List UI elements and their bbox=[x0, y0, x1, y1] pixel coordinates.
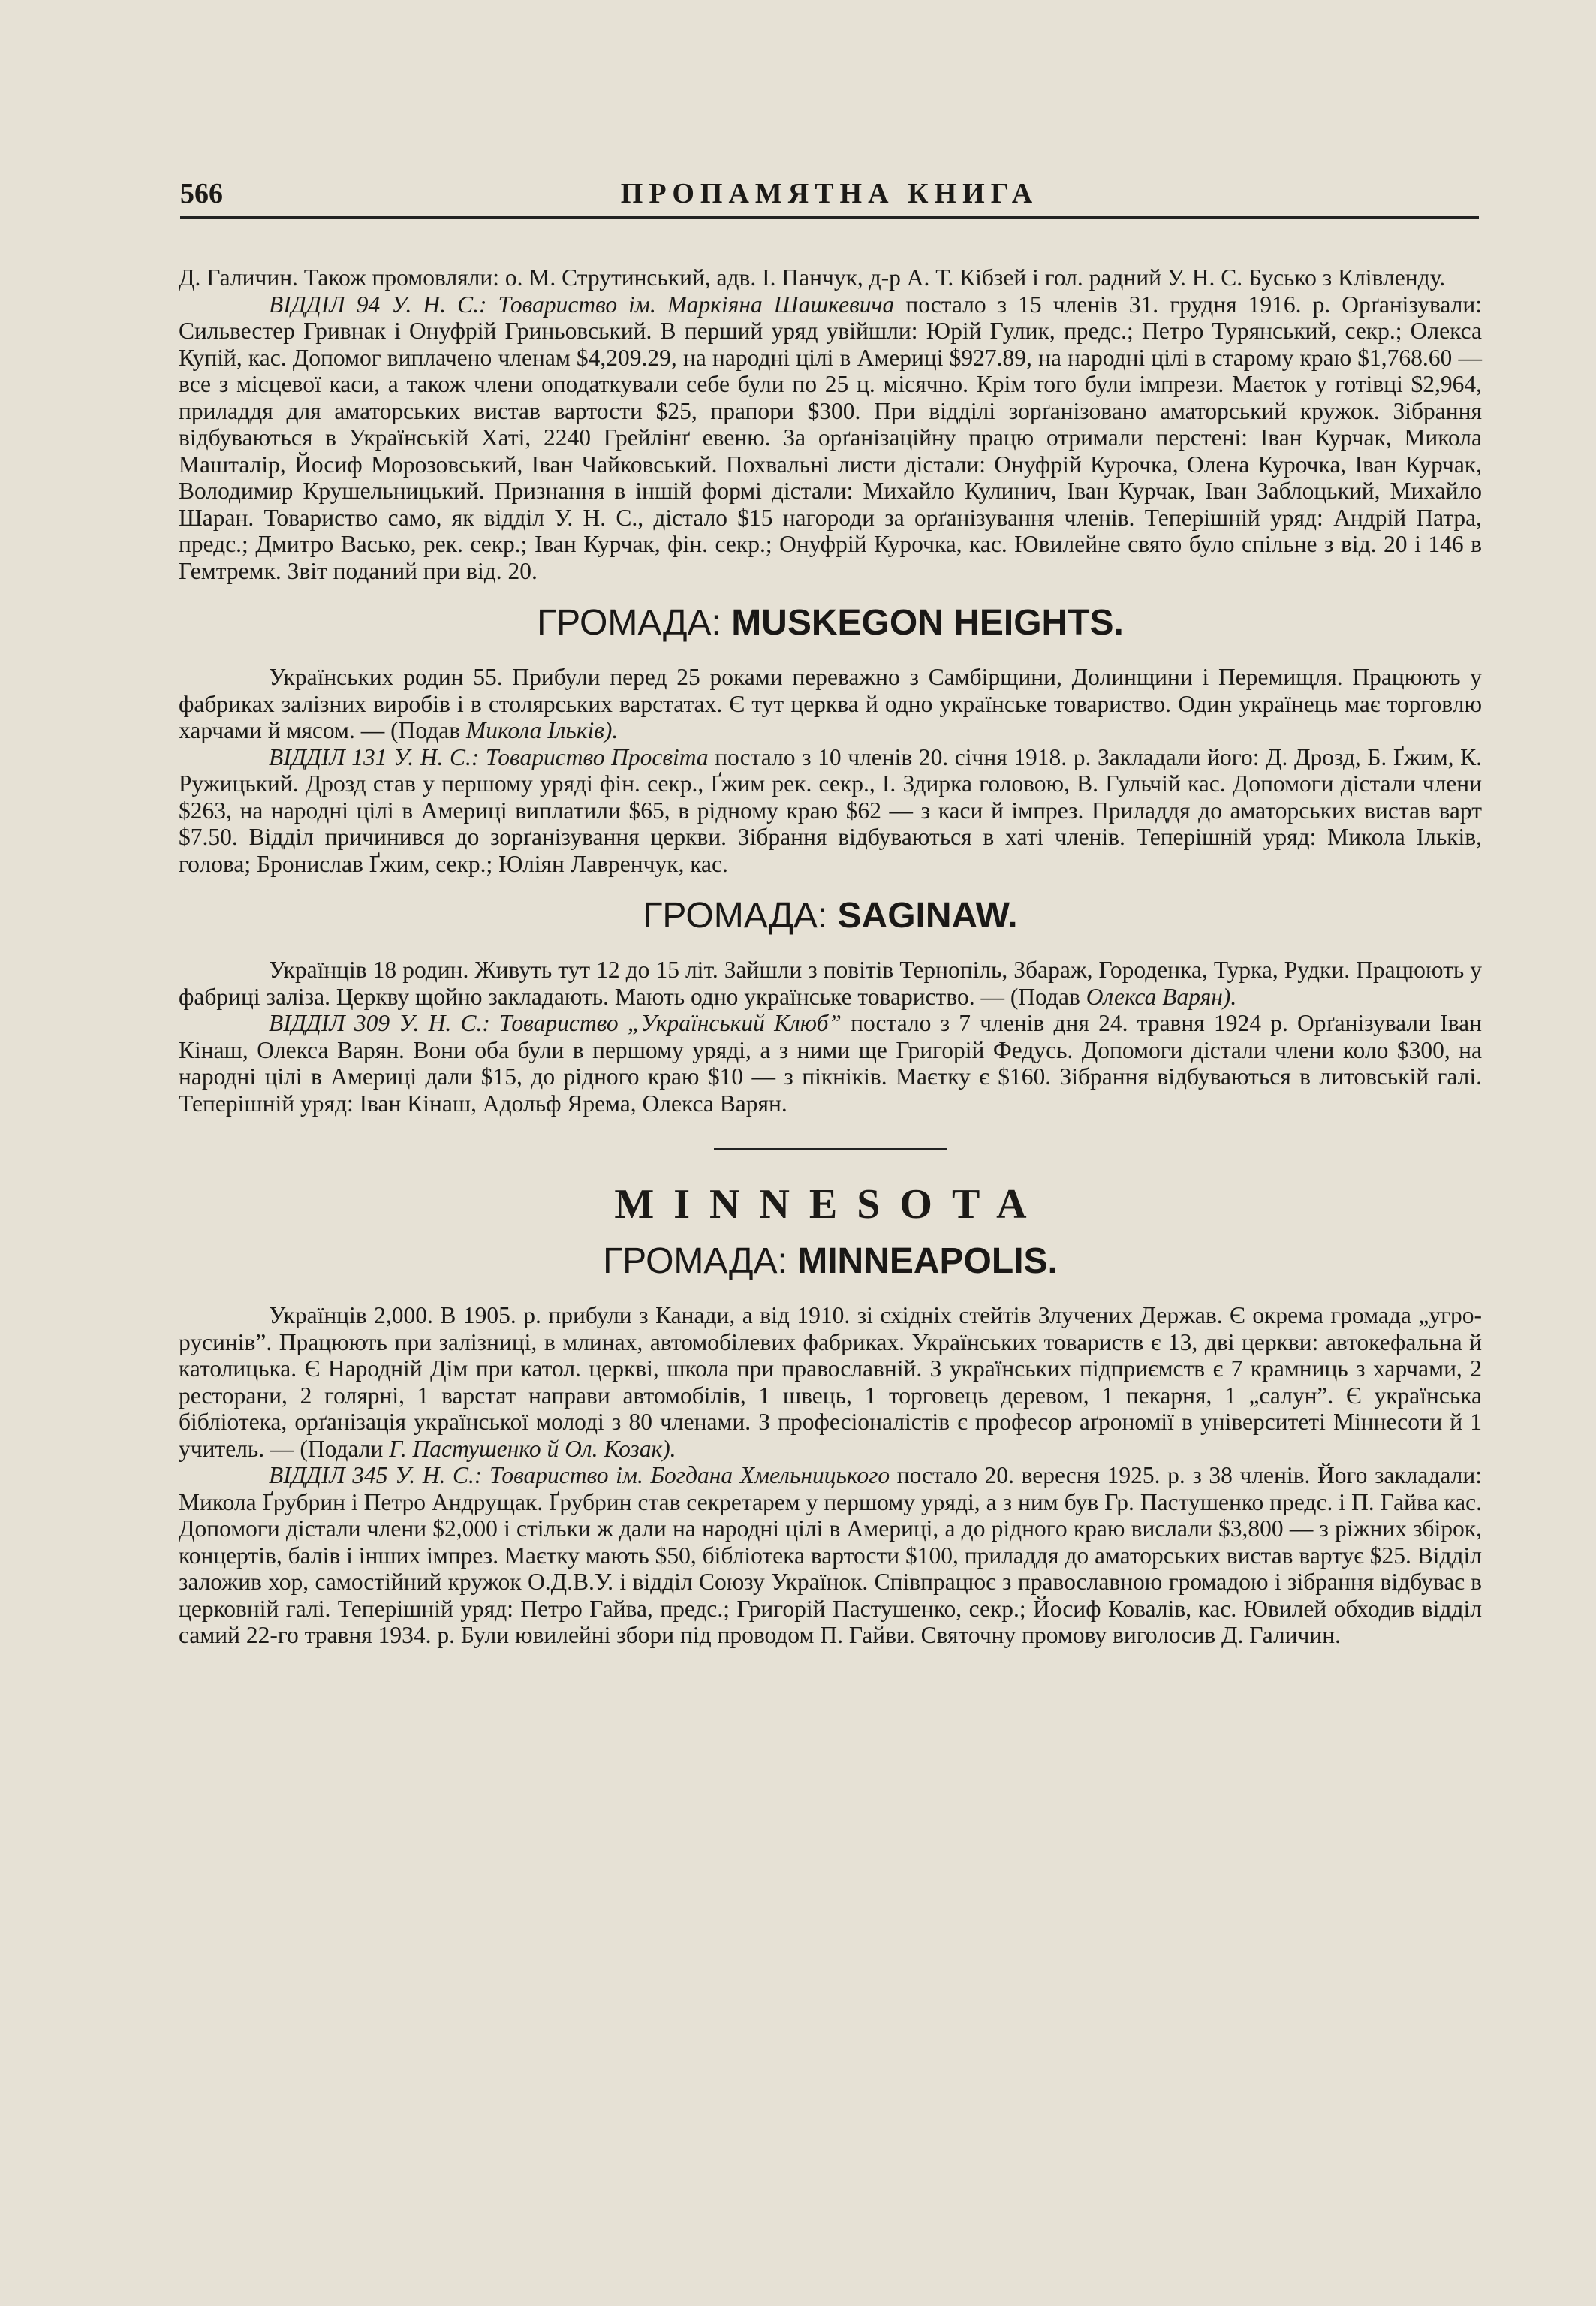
saginaw-paragraph bbox=[179, 957, 1482, 1010]
branch-94-label: ВІДДІЛ 94 У. Н. С.: Товариство ім. Маркіяна Шашкевича bbox=[269, 291, 895, 318]
saginaw-reporter: Олекса Варян). bbox=[1086, 983, 1237, 1010]
page-number: 566 bbox=[180, 178, 223, 209]
branch-131-paragraph bbox=[179, 744, 1482, 878]
heading-place: MINNEAPOLIS. bbox=[797, 1241, 1058, 1281]
running-title: ПРОПАМЯТНА КНИГА bbox=[620, 178, 1039, 209]
page-header bbox=[180, 177, 1479, 219]
branch-309-text: постало з 7 членів дня 24. травня 1924 р. Орґанізували Іван Кінаш, Олекса Варян. Вони оба були в першому уряді, а з ними ще Григорій Федусь. Допомоги дістали члени коло $300, на народні цілі в Америці дали $15, до рідного краю $10 — з пікніків. Маєтку є $160. Зібрання відбуваються в литовській галі. Теперішній уряд: Іван Кінаш, Адольф Ярема, Олекса Варян. bbox=[179, 1010, 1483, 1117]
heading-prefix: ГРОМАДА: bbox=[643, 896, 828, 936]
saginaw-text: Українців 18 родин. Живуть тут 12 до 15 літ. Зайшли з повітів Тернопіль, Збараж, Городенка, Турка, Рудки. Працюють у фабриці заліза. Церкву щойно закладають. Мають одно українське товариство. — (Подав bbox=[179, 957, 1482, 1010]
heading-prefix: ГРОМАДА: bbox=[537, 603, 721, 643]
heading-place: MUSKEGON HEIGHTS. bbox=[731, 603, 1124, 643]
section-heading-muskegon bbox=[179, 601, 1482, 646]
branch-131-text: постало з 10 членів 20. січня 1918. р. Закладали його: Д. Дрозд, Б. Ґжим, К. Ружицький. Дрозд став у першому уряді фін. секр., Ґжим рек. секр., І. Здирка головою, В. Гульчій кас. Допомоги дістали члени $263, на народні цілі в Америці виплатили $65, в рідному краю $62 — з каси й імпрез. Приладдя до аматорських вистав варт $7.50. Відділ причинився до зорґанізування церкви. Зібрання відбуваються в хаті членів. Теперішній уряд: Микола Ільків, голова; Бронислав Ґжим, секр.; Юліян Лавренчук, кас. bbox=[179, 743, 1482, 877]
branch-94-text: постало з 15 членів 31. грудня 1916. р. Орґанізували: Сильвестер Гривнак і Онуфрій Гриньовський. В перший уряд увійшли: Юрій Гулик, предс.; Петро Турянський, секр.; Олекса Купій, кас. Допомог виплачено членам $4,209.29, на народні цілі в Америці $927.89, на народні цілі в старому краю $1,768.60 — все з місцевої каси, а також члени оподаткували себе були по 25 ц. місячно. Крім того були імпрези. Маєток у готівці $2,964, приладдя для аматорських вистав вартости $25, прапори $300. При відділі зорґанізовано аматорський кружок. Зібрання відбуваються в Українській Хаті, 2240 Грейлінґ евеню. За орґанізаційну працю отримали перстені: Іван Курчак, Микола Машталір, Йосиф Морозовський, Іван Чайковський. Похвальні листи дістали: Онуфрій Курочка, Олена Курочка, Іван Курчак, Володимир Крушельницький. Признання в іншій формі дістали: Михайло Кулинич, Іван Курчак, Іван Заблоцький, Михайло Шаран. Товариство само, як відділ У. Н. С., дістало $15 нагороди за орґанізування членів. Теперішній уряд: Андрій Патра, предс.; Дмитро Васько, рек. секр.; Іван Курчак, фін. секр.; Онуфрій Курочка, кас. Ювилейне свято було спільне з від. 20 і 146 в Гемтремк. Звіт поданий при від. 20. bbox=[179, 291, 1483, 584]
muskegon-paragraph bbox=[179, 664, 1482, 744]
minneapolis-reporters: Г. Пастушенко й Ол. Козак). bbox=[389, 1435, 676, 1462]
branch-131-label: ВІДДІЛ 131 У. Н. С.: Товариство Просвіта bbox=[269, 743, 709, 770]
intro-paragraph: Д. Галичин. Також промовляли: о. М. Струтинський, адв. І. Панчук, д-р А. Т. Кібзей і гол. радний У. Н. С. Бусько з Клівленду. bbox=[179, 264, 1446, 291]
heading-place: SAGINAW. bbox=[837, 896, 1018, 936]
section-heading-minneapolis bbox=[179, 1239, 1482, 1284]
muskegon-text: Українських родин 55. Прибули перед 25 роками переважно з Самбірщини, Долинщини і Перемищля. Працюють у фабриках залізних виробів і в столярських варстатах. Є тут церква й одно українське товариство. Один українець має торговлю харчами й мясом. — (Подав bbox=[179, 664, 1482, 743]
minneapolis-paragraph bbox=[179, 1302, 1482, 1462]
branch-309-label: ВІДДІЛ 309 У. Н. С.: Товариство „Український Клюб” bbox=[269, 1010, 842, 1036]
section-divider bbox=[714, 1148, 947, 1150]
branch-345-paragraph bbox=[179, 1462, 1482, 1649]
branch-345-text: постало 20. вересня 1925. р. з 38 членів. Його закладали: Микола Ґрубрин і Петро Андрущак. Ґрубрин став секретарем у першому уряді, а з ним був Гр. Пастушенко предс. і П. Гайва кас. Допомоги дістали члени $2,000 і стільки ж дали на народні цілі в Америці, а до рідного краю вислали $3,800 — з ріжних збірок, концертів, балів і інших імпрез. Маєтку мають $50, бібліотека вартости $100, приладдя до аматорських вистав вартує $25. Відділ заложив хор, самостійний кружок О.Д.В.У. і відділ Союзу Українок. Співпрацює з православною громадою і зібрання відбуває в церковній галі. Теперішній уряд: Петро Гайва, предс.; Григорій Пастушенко, секр.; Йосиф Ковалів, кас. Ювилей обходив відділ самий 22-го травня 1934. р. Були ювилейні збори під проводом П. Гайви. Святочну промову виголосив Д. Галичин. bbox=[179, 1462, 1482, 1648]
page-content bbox=[179, 264, 1482, 1649]
branch-345-label: ВІДДІЛ 345 У. Н. С.: Товариство ім. Богдана Хмельницького bbox=[269, 1462, 890, 1488]
branch-94-paragraph bbox=[179, 291, 1482, 585]
state-heading: MINNESOTA bbox=[614, 1181, 1046, 1228]
minneapolis-text: Українців 2,000. В 1905. р. прибули з Канади, а від 1910. зі східніх стейтів Злучених Держав. Є окрема громада „угро-русинів”. Працюють при залізниці, в млинах, автомобілевих фабриках. Українських товариств є 13, дві церкви: автокефальна й католицька. Є Народній Дім при катол. церкві, школа при православній. З українських підприємств є 7 крамниць з харчами, 2 ресторани, 2 голярні, 1 варстат направи автомобілів, 1 швець, 1 торговець деревом, 1 пекарня, 1 „салун”. Є українська бібліотека, орґанізація української молоді з 80 членами. З професіоналістів є професор аґрономії в університеті Міннесоти й 1 учитель. — (Подали bbox=[179, 1302, 1482, 1462]
section-heading-saginaw bbox=[179, 894, 1482, 939]
muskegon-reporter: Микола Ільків). bbox=[465, 717, 619, 743]
heading-prefix: ГРОМАДА: bbox=[603, 1241, 787, 1281]
branch-309-paragraph bbox=[179, 1010, 1482, 1117]
